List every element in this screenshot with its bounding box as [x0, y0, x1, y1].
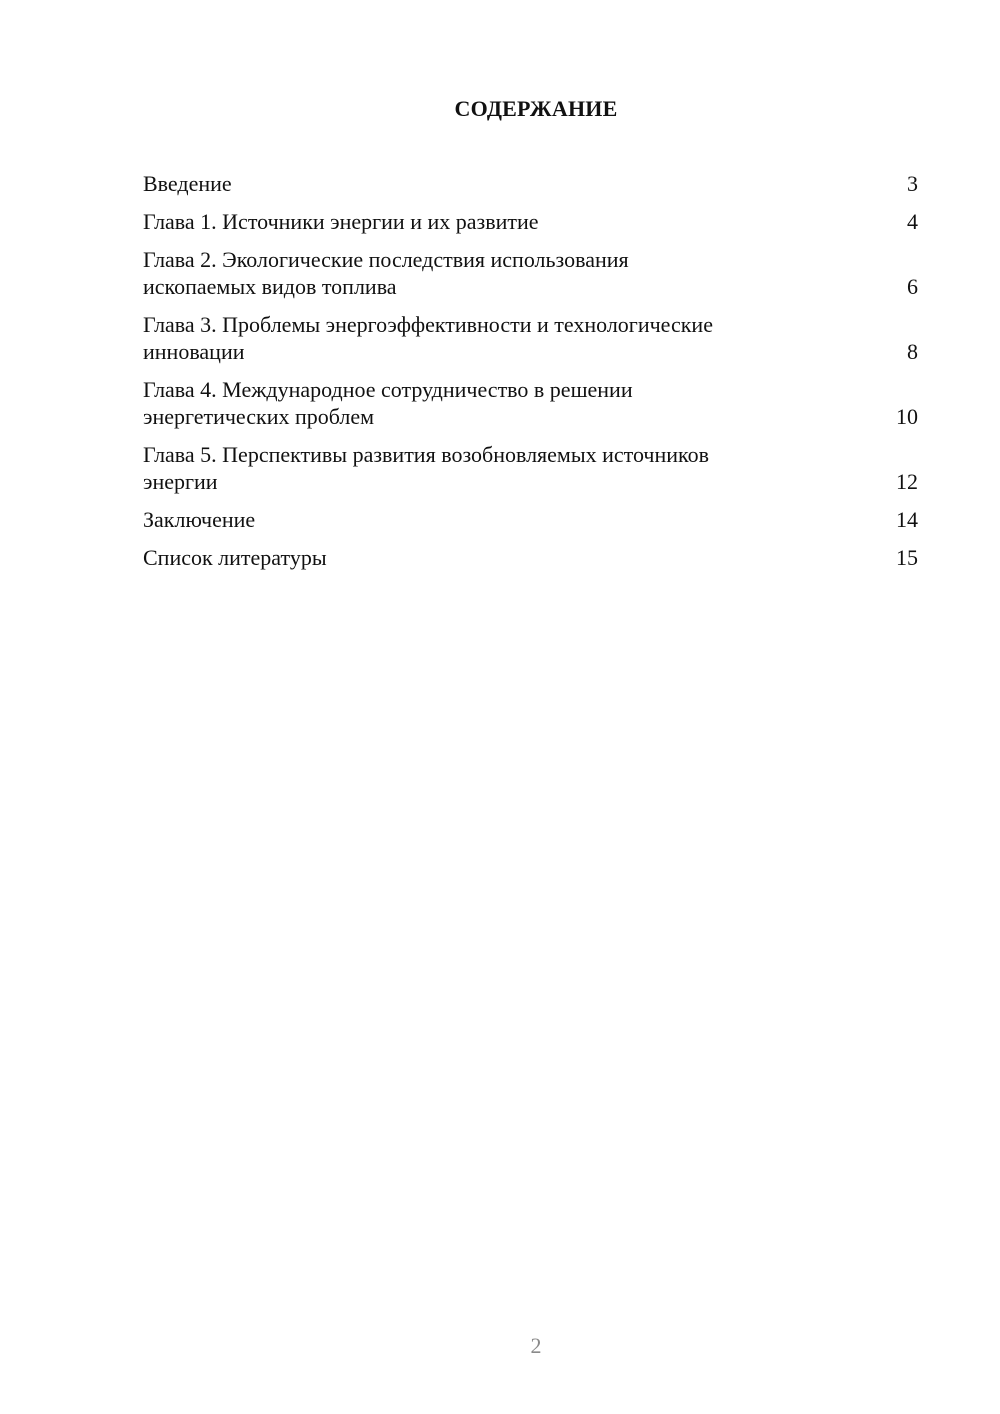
toc-entry-text: Введение — [143, 171, 232, 196]
toc-entry-page: 10 — [896, 404, 918, 429]
toc-entry-chapter-2 — [143, 246, 918, 300]
toc-entry-text: Заключение — [143, 507, 256, 532]
toc-entry-page: 4 — [907, 209, 918, 234]
toc-entry-text: Глава 1. Источники энергии и их развитие — [143, 209, 539, 234]
toc-entry-page: 15 — [896, 545, 918, 570]
toc-entry-chapter-1 — [143, 208, 918, 235]
toc-entry-page: 14 — [896, 507, 918, 532]
toc-entry-page: 6 — [907, 274, 918, 299]
toc-entry-page: 8 — [907, 339, 918, 364]
toc-entry-text: Список литературы — [143, 545, 327, 570]
toc-entry-introduction — [143, 170, 918, 197]
table-of-contents — [143, 170, 918, 582]
toc-entry-page: 12 — [896, 469, 918, 494]
toc-entry-conclusion — [143, 506, 918, 533]
toc-entry-chapter-4 — [143, 376, 918, 430]
page-title: СОДЕРЖАНИЕ — [454, 96, 618, 121]
toc-entry-text: Глава 3. Проблемы энергоэффективности и технологические инновации — [143, 312, 713, 364]
page-number: 2 — [530, 1333, 542, 1358]
toc-entry-chapter-5 — [143, 441, 918, 495]
toc-entry-page: 3 — [907, 171, 918, 196]
toc-entry-text: Глава 2. Экологические последствия использования ископаемых видов топлива — [143, 247, 629, 299]
toc-entry-text: Глава 5. Перспективы развития возобновляемых источников энергии — [143, 442, 709, 494]
toc-entry-chapter-3 — [143, 311, 918, 365]
toc-entry-references — [143, 544, 918, 571]
toc-entry-text: Глава 4. Международное сотрудничество в решении энергетических проблем — [143, 377, 633, 429]
